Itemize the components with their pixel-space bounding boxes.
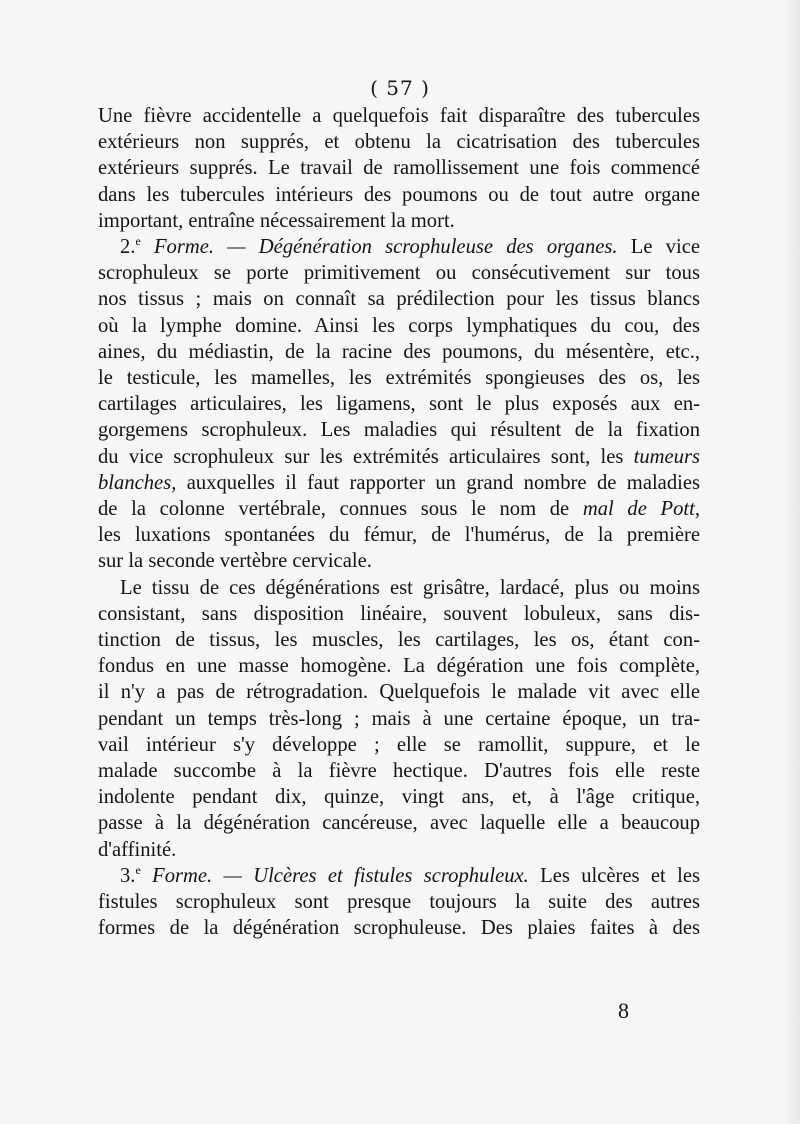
text-fragment: Le vice (630, 236, 700, 259)
text-line (98, 444, 700, 470)
text-line: indolente pendant dix, quinze, vingt ans, et, à l'âge critique, (98, 786, 700, 809)
signature-mark: 8 (618, 998, 629, 1023)
section-number-sup: e (135, 234, 141, 249)
body-text (98, 103, 700, 942)
text-line: important, entraîne nécessairement la mort. (98, 209, 455, 232)
text-fragment: , (694, 498, 700, 521)
text-line: cartilages articulaires, les ligamens, sont le plus exposés aux en- (98, 393, 700, 416)
text-line: scrophuleux se porte primitivement ou consécutivement sur tous (98, 262, 700, 285)
page-edge-shadow (782, 0, 800, 1124)
text-line: fistules scrophuleux sont presque toujours la suite des autres (98, 891, 700, 914)
text-line: il n'y a pas de rétrogradation. Quelquefois le malade vit avec elle (98, 681, 700, 704)
italic-term: tumeurs (633, 445, 700, 468)
text-line: fondus en une masse homogène. La dégération une fois complète, (98, 655, 700, 678)
text-line: nos tissus ; mais on connaît sa prédilection pour les tissus blancs (98, 288, 700, 311)
text-line: vail intérieur s'y développe ; elle se ramollit, suppure, et le (98, 733, 700, 756)
section-heading: Forme. — Ulcères et fistules scrophuleux. (152, 864, 529, 887)
text-line: le testicule, les mamelles, les extrémités spongieuses des os, les (98, 367, 700, 390)
text-fragment: auxquelles il faut rapporter un grand nombre de maladies (186, 471, 700, 494)
paragraph-4 (98, 863, 700, 942)
italic-term: blanches, (98, 471, 177, 494)
paragraph-3 (98, 575, 700, 863)
text-fragment: du vice scrophuleux sur les extrémités articulaires sont, les (98, 445, 624, 468)
text-line: malade succombe à la fièvre hectique. D'autres fois elle reste (98, 760, 700, 783)
text-fragment: de la colonne vertébrale, connues sous le nom de (98, 498, 570, 521)
section-number: 3. (120, 864, 136, 887)
text-line: Une fièvre accidentelle a quelquefois fait disparaître des tubercules (98, 105, 700, 127)
text-line (98, 496, 700, 522)
text-line: tinction de tissus, les muscles, les cartilages, les os, étant con- (98, 629, 700, 652)
section-heading-line (98, 234, 700, 260)
text-line: sur la seconde vertèbre cervicale. (98, 550, 372, 573)
text-line: extérieurs non supprés, et obtenu la cicatrisation des tubercules (98, 131, 700, 154)
text-line: formes de la dégénération scrophuleuse. Des plaies faites à des (98, 917, 700, 940)
section-number-sup: e (135, 862, 141, 877)
text-line: aines, du médiastin, de la racine des poumons, du mésentère, etc., (98, 340, 700, 363)
section-heading-line (98, 863, 700, 889)
text-line: extérieurs supprés. Le travail de ramollissement une fois commencé (98, 157, 700, 180)
section-heading: Forme. — Dégénération scrophuleuse des organes. (153, 236, 618, 259)
text-fragment: Les ulcères et les (540, 864, 700, 887)
italic-term: mal de Pott (582, 498, 695, 521)
text-line: où la lymphe domine. Ainsi les corps lymphatiques du cou, des (98, 314, 700, 337)
text-line: gorgemens scrophuleux. Les maladies qui résultent de la fixation (98, 419, 700, 442)
text-line: d'affinité. (98, 838, 177, 861)
text-line: pendant un temps très-long ; mais à une certaine époque, un tra- (98, 707, 700, 730)
page-number: ( 57 ) (370, 76, 430, 100)
text-line: Le tissu de ces dégénérations est grisâtre, lardacé, plus ou moins (120, 576, 700, 599)
text-line: dans les tubercules intérieurs des poumons ou de tout autre organe (98, 183, 700, 206)
text-line: consistant, sans disposition linéaire, souvent lobuleux, sans dis- (98, 602, 700, 625)
text-line: passe à la dégénération cancéreuse, avec laquelle elle a beaucoup (98, 812, 700, 835)
paragraph-1 (98, 103, 700, 234)
section-number: 2. (120, 236, 136, 259)
text-line (98, 470, 700, 496)
paragraph-2 (98, 234, 700, 575)
text-line: les luxations spontanées du fémur, de l'humérus, de la première (98, 524, 700, 547)
